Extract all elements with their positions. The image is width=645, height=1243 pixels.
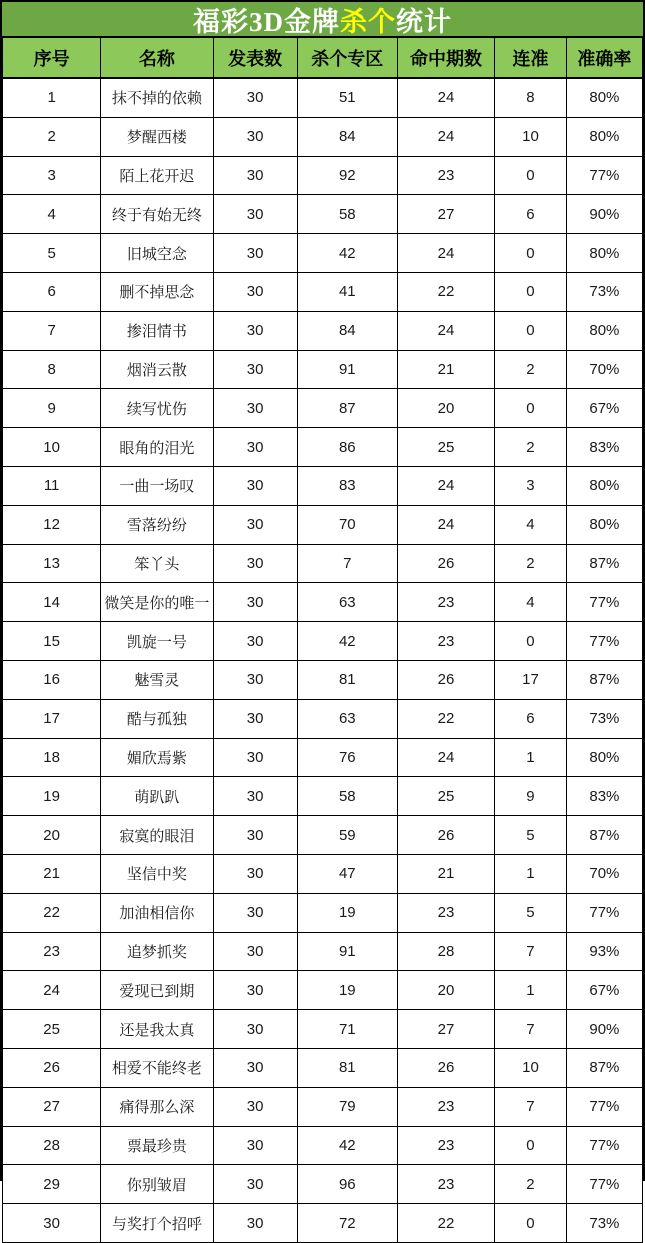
cell-streak: 17 (495, 660, 567, 699)
table-row (3, 1048, 643, 1087)
cell-streak: 9 (495, 777, 567, 816)
table-row (3, 1204, 643, 1243)
table-row (3, 971, 643, 1010)
cell-hit-periods: 25 (397, 428, 494, 467)
cell-accuracy: 77% (566, 156, 642, 195)
cell-accuracy: 87% (566, 816, 642, 855)
title-suffix: 统计 (396, 6, 452, 37)
cell-name: 还是我太真 (101, 1010, 213, 1049)
cell-index: 25 (3, 1010, 101, 1049)
cell-name: 坚信中奖 (101, 854, 213, 893)
cell-streak: 0 (495, 1126, 567, 1165)
cell-hit-periods: 23 (397, 156, 494, 195)
cell-name: 眼角的泪光 (101, 428, 213, 467)
column-header-index: 序号 (3, 38, 101, 79)
cell-accuracy: 77% (566, 1165, 642, 1204)
cell-streak: 2 (495, 428, 567, 467)
cell-index: 17 (3, 699, 101, 738)
cell-accuracy: 73% (566, 272, 642, 311)
cell-streak: 2 (495, 350, 567, 389)
cell-published: 30 (213, 777, 297, 816)
cell-kill-zone: 42 (297, 622, 397, 661)
cell-index: 9 (3, 389, 101, 428)
cell-streak: 10 (495, 1048, 567, 1087)
cell-name: 酷与孤独 (101, 699, 213, 738)
column-header-kill-zone: 杀个专区 (297, 38, 397, 79)
column-header-accuracy: 准确率 (566, 38, 642, 79)
cell-accuracy: 77% (566, 583, 642, 622)
cell-hit-periods: 23 (397, 893, 494, 932)
cell-published: 30 (213, 1010, 297, 1049)
cell-accuracy: 80% (566, 738, 642, 777)
title-prefix: 福彩3D金牌 (193, 6, 340, 37)
cell-hit-periods: 23 (397, 622, 494, 661)
cell-index: 11 (3, 466, 101, 505)
table-row (3, 544, 643, 583)
cell-index: 13 (3, 544, 101, 583)
cell-streak: 6 (495, 699, 567, 738)
cell-name: 掺泪情书 (101, 311, 213, 350)
cell-index: 24 (3, 971, 101, 1010)
cell-published: 30 (213, 1126, 297, 1165)
cell-published: 30 (213, 932, 297, 971)
cell-kill-zone: 19 (297, 971, 397, 1010)
cell-accuracy: 87% (566, 1048, 642, 1087)
cell-hit-periods: 26 (397, 660, 494, 699)
table-row (3, 932, 643, 971)
cell-accuracy: 73% (566, 1204, 642, 1243)
cell-streak: 3 (495, 466, 567, 505)
page-title (2, 2, 643, 37)
cell-name: 你别皱眉 (101, 1165, 213, 1204)
cell-accuracy: 77% (566, 1126, 642, 1165)
cell-accuracy: 93% (566, 932, 642, 971)
cell-streak: 1 (495, 738, 567, 777)
cell-streak: 8 (495, 78, 567, 117)
cell-name: 凯旋一号 (101, 622, 213, 661)
cell-hit-periods: 22 (397, 272, 494, 311)
cell-index: 10 (3, 428, 101, 467)
cell-streak: 1 (495, 971, 567, 1010)
cell-kill-zone: 79 (297, 1087, 397, 1126)
column-header-published: 发表数 (213, 38, 297, 79)
cell-name: 续写忧伤 (101, 389, 213, 428)
cell-streak: 0 (495, 311, 567, 350)
table-row (3, 311, 643, 350)
cell-hit-periods: 24 (397, 466, 494, 505)
table-row (3, 117, 643, 156)
column-header-streak: 连准 (495, 38, 567, 79)
column-header-hit-periods: 命中期数 (397, 38, 494, 79)
cell-published: 30 (213, 428, 297, 467)
cell-hit-periods: 24 (397, 234, 494, 273)
cell-accuracy: 77% (566, 622, 642, 661)
cell-hit-periods: 24 (397, 738, 494, 777)
cell-hit-periods: 22 (397, 699, 494, 738)
cell-name: 相爱不能终老 (101, 1048, 213, 1087)
cell-index: 2 (3, 117, 101, 156)
cell-kill-zone: 76 (297, 738, 397, 777)
table-row (3, 583, 643, 622)
cell-streak: 0 (495, 622, 567, 661)
table-row (3, 195, 643, 234)
cell-name: 雪落纷纷 (101, 505, 213, 544)
cell-published: 30 (213, 738, 297, 777)
cell-name: 删不掉思念 (101, 272, 213, 311)
cell-hit-periods: 22 (397, 1204, 494, 1243)
cell-kill-zone: 96 (297, 1165, 397, 1204)
cell-streak: 0 (495, 389, 567, 428)
table-row (3, 1087, 643, 1126)
cell-hit-periods: 21 (397, 854, 494, 893)
table-row (3, 622, 643, 661)
cell-kill-zone: 91 (297, 932, 397, 971)
cell-name: 旧城空念 (101, 234, 213, 273)
cell-published: 30 (213, 272, 297, 311)
table-row (3, 428, 643, 467)
cell-kill-zone: 51 (297, 78, 397, 117)
table-row (3, 1126, 643, 1165)
cell-accuracy: 80% (566, 117, 642, 156)
cell-index: 26 (3, 1048, 101, 1087)
cell-accuracy: 83% (566, 777, 642, 816)
cell-published: 30 (213, 544, 297, 583)
table-row (3, 699, 643, 738)
cell-streak: 0 (495, 156, 567, 195)
cell-kill-zone: 81 (297, 1048, 397, 1087)
cell-index: 27 (3, 1087, 101, 1126)
cell-hit-periods: 20 (397, 971, 494, 1010)
cell-accuracy: 87% (566, 544, 642, 583)
cell-index: 4 (3, 195, 101, 234)
cell-accuracy: 77% (566, 1087, 642, 1126)
cell-name: 爱现已到期 (101, 971, 213, 1010)
cell-hit-periods: 21 (397, 350, 494, 389)
cell-streak: 0 (495, 234, 567, 273)
cell-streak: 4 (495, 505, 567, 544)
cell-hit-periods: 26 (397, 816, 494, 855)
cell-kill-zone: 41 (297, 272, 397, 311)
cell-published: 30 (213, 854, 297, 893)
cell-streak: 5 (495, 816, 567, 855)
cell-kill-zone: 42 (297, 234, 397, 273)
cell-hit-periods: 20 (397, 389, 494, 428)
cell-name: 梦醒西楼 (101, 117, 213, 156)
cell-kill-zone: 63 (297, 583, 397, 622)
cell-index: 30 (3, 1204, 101, 1243)
table-row (3, 272, 643, 311)
cell-index: 20 (3, 816, 101, 855)
cell-published: 30 (213, 505, 297, 544)
cell-index: 21 (3, 854, 101, 893)
cell-published: 30 (213, 389, 297, 428)
cell-index: 1 (3, 78, 101, 117)
table-row (3, 156, 643, 195)
cell-name: 笨丫头 (101, 544, 213, 583)
cell-streak: 7 (495, 1087, 567, 1126)
table-body (3, 78, 643, 1242)
cell-kill-zone: 58 (297, 777, 397, 816)
cell-name: 追梦抓奖 (101, 932, 213, 971)
cell-published: 30 (213, 117, 297, 156)
table-row (3, 893, 643, 932)
cell-published: 30 (213, 699, 297, 738)
cell-published: 30 (213, 156, 297, 195)
cell-index: 3 (3, 156, 101, 195)
cell-hit-periods: 28 (397, 932, 494, 971)
table-row (3, 389, 643, 428)
cell-index: 16 (3, 660, 101, 699)
cell-name: 媚欣焉紫 (101, 738, 213, 777)
cell-index: 7 (3, 311, 101, 350)
cell-accuracy: 90% (566, 1010, 642, 1049)
cell-name: 票最珍贵 (101, 1126, 213, 1165)
cell-accuracy: 80% (566, 505, 642, 544)
cell-index: 19 (3, 777, 101, 816)
cell-index: 5 (3, 234, 101, 273)
cell-hit-periods: 24 (397, 505, 494, 544)
cell-streak: 7 (495, 932, 567, 971)
table-row (3, 660, 643, 699)
cell-published: 30 (213, 816, 297, 855)
cell-index: 14 (3, 583, 101, 622)
statistics-table (2, 37, 643, 1243)
cell-name: 微笑是你的唯一 (101, 583, 213, 622)
cell-kill-zone: 71 (297, 1010, 397, 1049)
cell-published: 30 (213, 893, 297, 932)
cell-name: 烟消云散 (101, 350, 213, 389)
table-header-row (3, 38, 643, 79)
cell-streak: 1 (495, 854, 567, 893)
cell-streak: 0 (495, 272, 567, 311)
table-row (3, 505, 643, 544)
cell-hit-periods: 24 (397, 78, 494, 117)
cell-kill-zone: 92 (297, 156, 397, 195)
cell-hit-periods: 24 (397, 117, 494, 156)
cell-published: 30 (213, 466, 297, 505)
table-row (3, 350, 643, 389)
cell-kill-zone: 91 (297, 350, 397, 389)
cell-published: 30 (213, 1165, 297, 1204)
cell-index: 28 (3, 1126, 101, 1165)
cell-accuracy: 70% (566, 854, 642, 893)
cell-kill-zone: 47 (297, 854, 397, 893)
cell-hit-periods: 27 (397, 1010, 494, 1049)
cell-published: 30 (213, 311, 297, 350)
cell-kill-zone: 70 (297, 505, 397, 544)
column-header-name: 名称 (101, 38, 213, 79)
cell-name: 一曲一场叹 (101, 466, 213, 505)
cell-accuracy: 80% (566, 311, 642, 350)
cell-published: 30 (213, 1204, 297, 1243)
cell-streak: 10 (495, 117, 567, 156)
cell-hit-periods: 23 (397, 1126, 494, 1165)
cell-hit-periods: 26 (397, 1048, 494, 1087)
cell-index: 29 (3, 1165, 101, 1204)
cell-kill-zone: 63 (297, 699, 397, 738)
cell-published: 30 (213, 350, 297, 389)
table-row (3, 816, 643, 855)
cell-accuracy: 70% (566, 350, 642, 389)
cell-name: 痛得那么深 (101, 1087, 213, 1126)
cell-streak: 7 (495, 1010, 567, 1049)
cell-streak: 0 (495, 1204, 567, 1243)
cell-hit-periods: 23 (397, 1165, 494, 1204)
cell-accuracy: 90% (566, 195, 642, 234)
cell-accuracy: 83% (566, 428, 642, 467)
cell-name: 寂寞的眼泪 (101, 816, 213, 855)
cell-streak: 6 (495, 195, 567, 234)
cell-accuracy: 77% (566, 893, 642, 932)
cell-accuracy: 87% (566, 660, 642, 699)
cell-published: 30 (213, 1048, 297, 1087)
cell-published: 30 (213, 622, 297, 661)
cell-kill-zone: 84 (297, 117, 397, 156)
cell-kill-zone: 59 (297, 816, 397, 855)
cell-name: 加油相信你 (101, 893, 213, 932)
cell-kill-zone: 19 (297, 893, 397, 932)
cell-index: 18 (3, 738, 101, 777)
cell-accuracy: 80% (566, 234, 642, 273)
cell-kill-zone: 58 (297, 195, 397, 234)
cell-index: 6 (3, 272, 101, 311)
cell-published: 30 (213, 1087, 297, 1126)
cell-hit-periods: 25 (397, 777, 494, 816)
cell-published: 30 (213, 195, 297, 234)
cell-index: 12 (3, 505, 101, 544)
cell-kill-zone: 87 (297, 389, 397, 428)
table-row (3, 738, 643, 777)
cell-hit-periods: 26 (397, 544, 494, 583)
cell-published: 30 (213, 971, 297, 1010)
cell-hit-periods: 27 (397, 195, 494, 234)
cell-index: 23 (3, 932, 101, 971)
cell-hit-periods: 23 (397, 1087, 494, 1126)
cell-kill-zone: 83 (297, 466, 397, 505)
table-row (3, 777, 643, 816)
cell-name: 终于有始无终 (101, 195, 213, 234)
cell-kill-zone: 72 (297, 1204, 397, 1243)
table-row (3, 854, 643, 893)
cell-index: 15 (3, 622, 101, 661)
cell-name: 与奖打个招呼 (101, 1204, 213, 1243)
table-row (3, 1010, 643, 1049)
cell-published: 30 (213, 583, 297, 622)
cell-name: 魅雪灵 (101, 660, 213, 699)
cell-kill-zone: 81 (297, 660, 397, 699)
cell-kill-zone: 86 (297, 428, 397, 467)
cell-name: 抹不掉的依赖 (101, 78, 213, 117)
cell-index: 22 (3, 893, 101, 932)
cell-streak: 5 (495, 893, 567, 932)
cell-kill-zone: 42 (297, 1126, 397, 1165)
cell-streak: 4 (495, 583, 567, 622)
table-row (3, 78, 643, 117)
cell-accuracy: 67% (566, 389, 642, 428)
cell-published: 30 (213, 234, 297, 273)
cell-streak: 2 (495, 1165, 567, 1204)
cell-hit-periods: 24 (397, 311, 494, 350)
cell-accuracy: 80% (566, 466, 642, 505)
table-row (3, 234, 643, 273)
cell-index: 8 (3, 350, 101, 389)
cell-name: 萌趴趴 (101, 777, 213, 816)
cell-accuracy: 67% (566, 971, 642, 1010)
cell-hit-periods: 23 (397, 583, 494, 622)
cell-accuracy: 73% (566, 699, 642, 738)
table-row (3, 1165, 643, 1204)
table-row (3, 466, 643, 505)
cell-kill-zone: 7 (297, 544, 397, 583)
cell-kill-zone: 84 (297, 311, 397, 350)
cell-published: 30 (213, 78, 297, 117)
cell-accuracy: 80% (566, 78, 642, 117)
cell-streak: 2 (495, 544, 567, 583)
cell-name: 陌上花开迟 (101, 156, 213, 195)
title-highlight: 杀个 (340, 6, 396, 37)
cell-published: 30 (213, 660, 297, 699)
